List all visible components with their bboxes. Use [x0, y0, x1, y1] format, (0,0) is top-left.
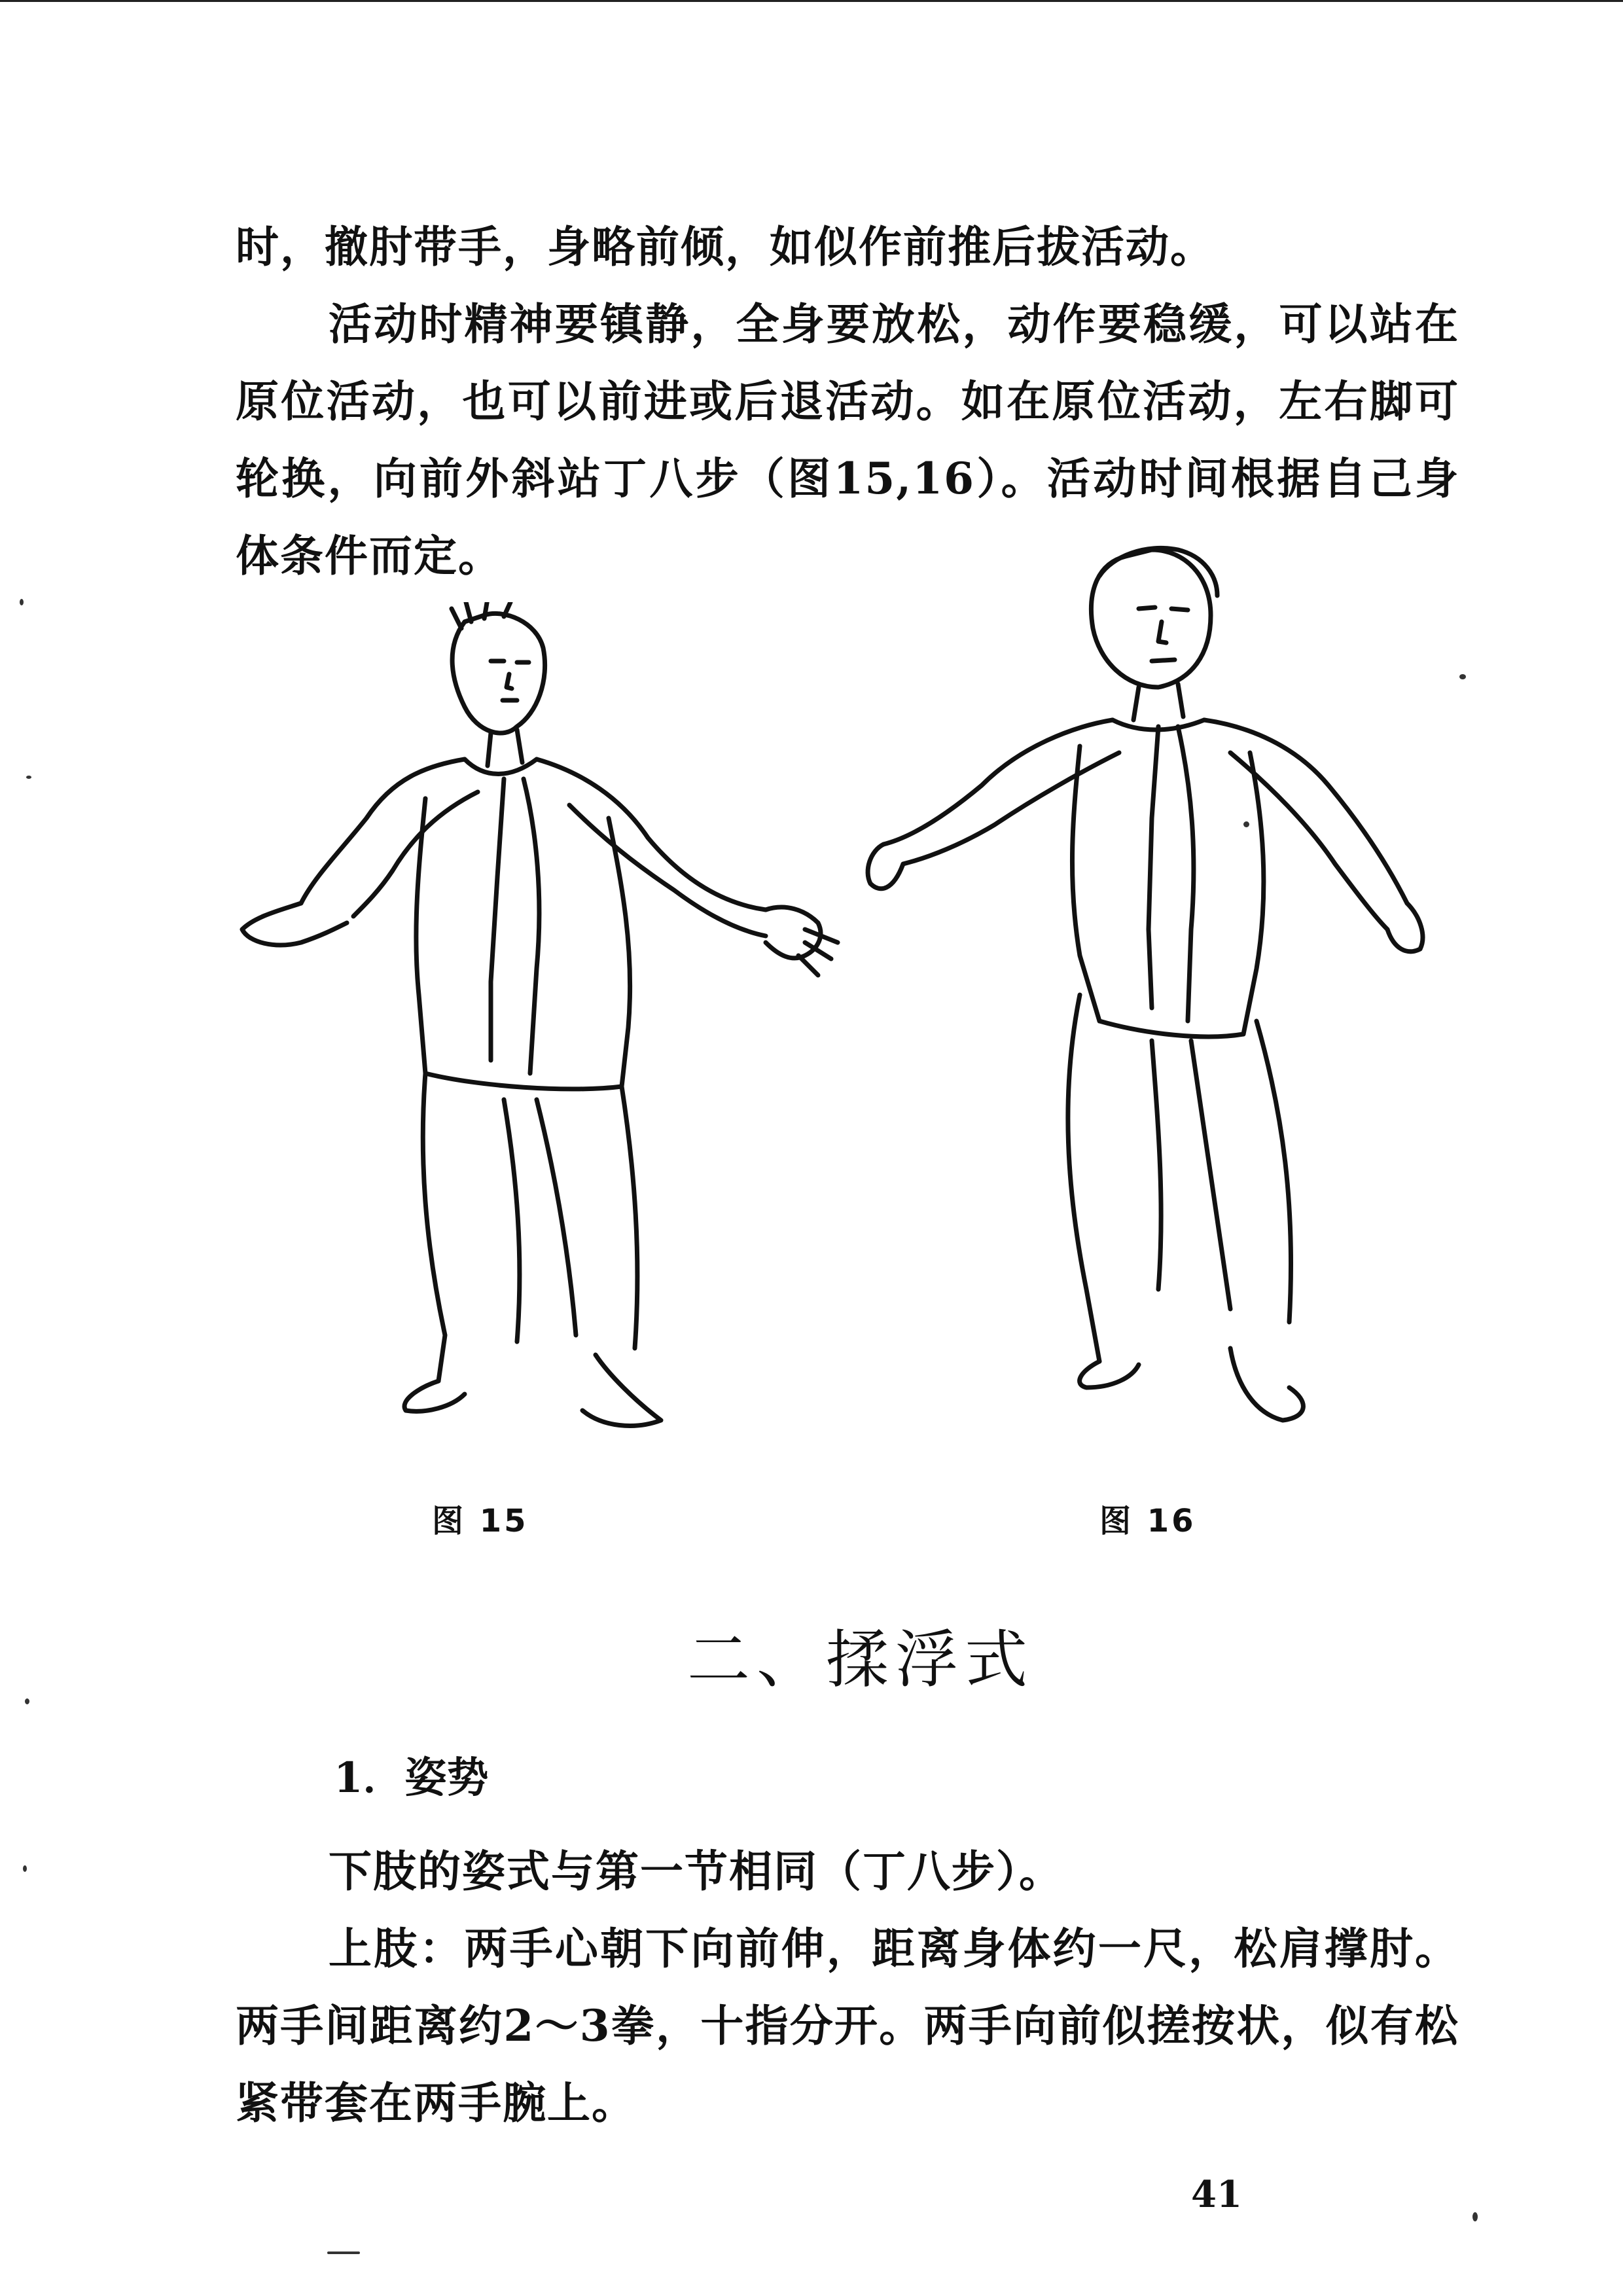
subheading-posture: 1．姿势 [334, 1753, 489, 1803]
scan-speck [25, 1698, 29, 1704]
paragraph-continuation: 时，撤肘带手，身略前倾，如似作前推后拔活动。 [236, 221, 1215, 272]
scan-speck [1472, 2212, 1478, 2221]
figure-15-illustration [229, 602, 870, 1453]
paragraph-activity-guidance: 活动时精神要镇静，全身要放松，动作要稳缓，可以站在原位活动，也可以前进或后退活动。如在原位活动，左右脚可轮换，向前外斜站丁八步（图15,16）。活动时间根据自己身体条件而定。 [236, 298, 1459, 581]
scan-speck [20, 599, 24, 605]
scan-speck [1243, 821, 1249, 827]
figure-15-caption: 图 15 [432, 1503, 529, 1539]
figure-16-illustration [864, 537, 1453, 1453]
scan-speck [327, 2251, 360, 2254]
page-top-border [0, 0, 1623, 2]
scan-speck [23, 1865, 27, 1872]
page-number: 41 [1191, 2173, 1242, 2216]
scan-speck [1459, 674, 1466, 679]
figure-16-caption: 图 16 [1099, 1503, 1196, 1539]
text-block-bottom [236, 1833, 1459, 2142]
section-heading: 二、揉浮式 [687, 1623, 1034, 1696]
paragraph-lower-limbs: 下肢的姿式与第一节相同（丁八步）。 [329, 1846, 1063, 1897]
scan-speck [26, 776, 31, 779]
paragraph-upper-limbs: 上肢：两手心朝下向前伸，距离身体约一尺，松肩撑肘。两手间距离约2～3拳，十指分开。两手向前似搓按状，似有松紧带套在两手腕上。 [236, 1923, 1459, 2128]
